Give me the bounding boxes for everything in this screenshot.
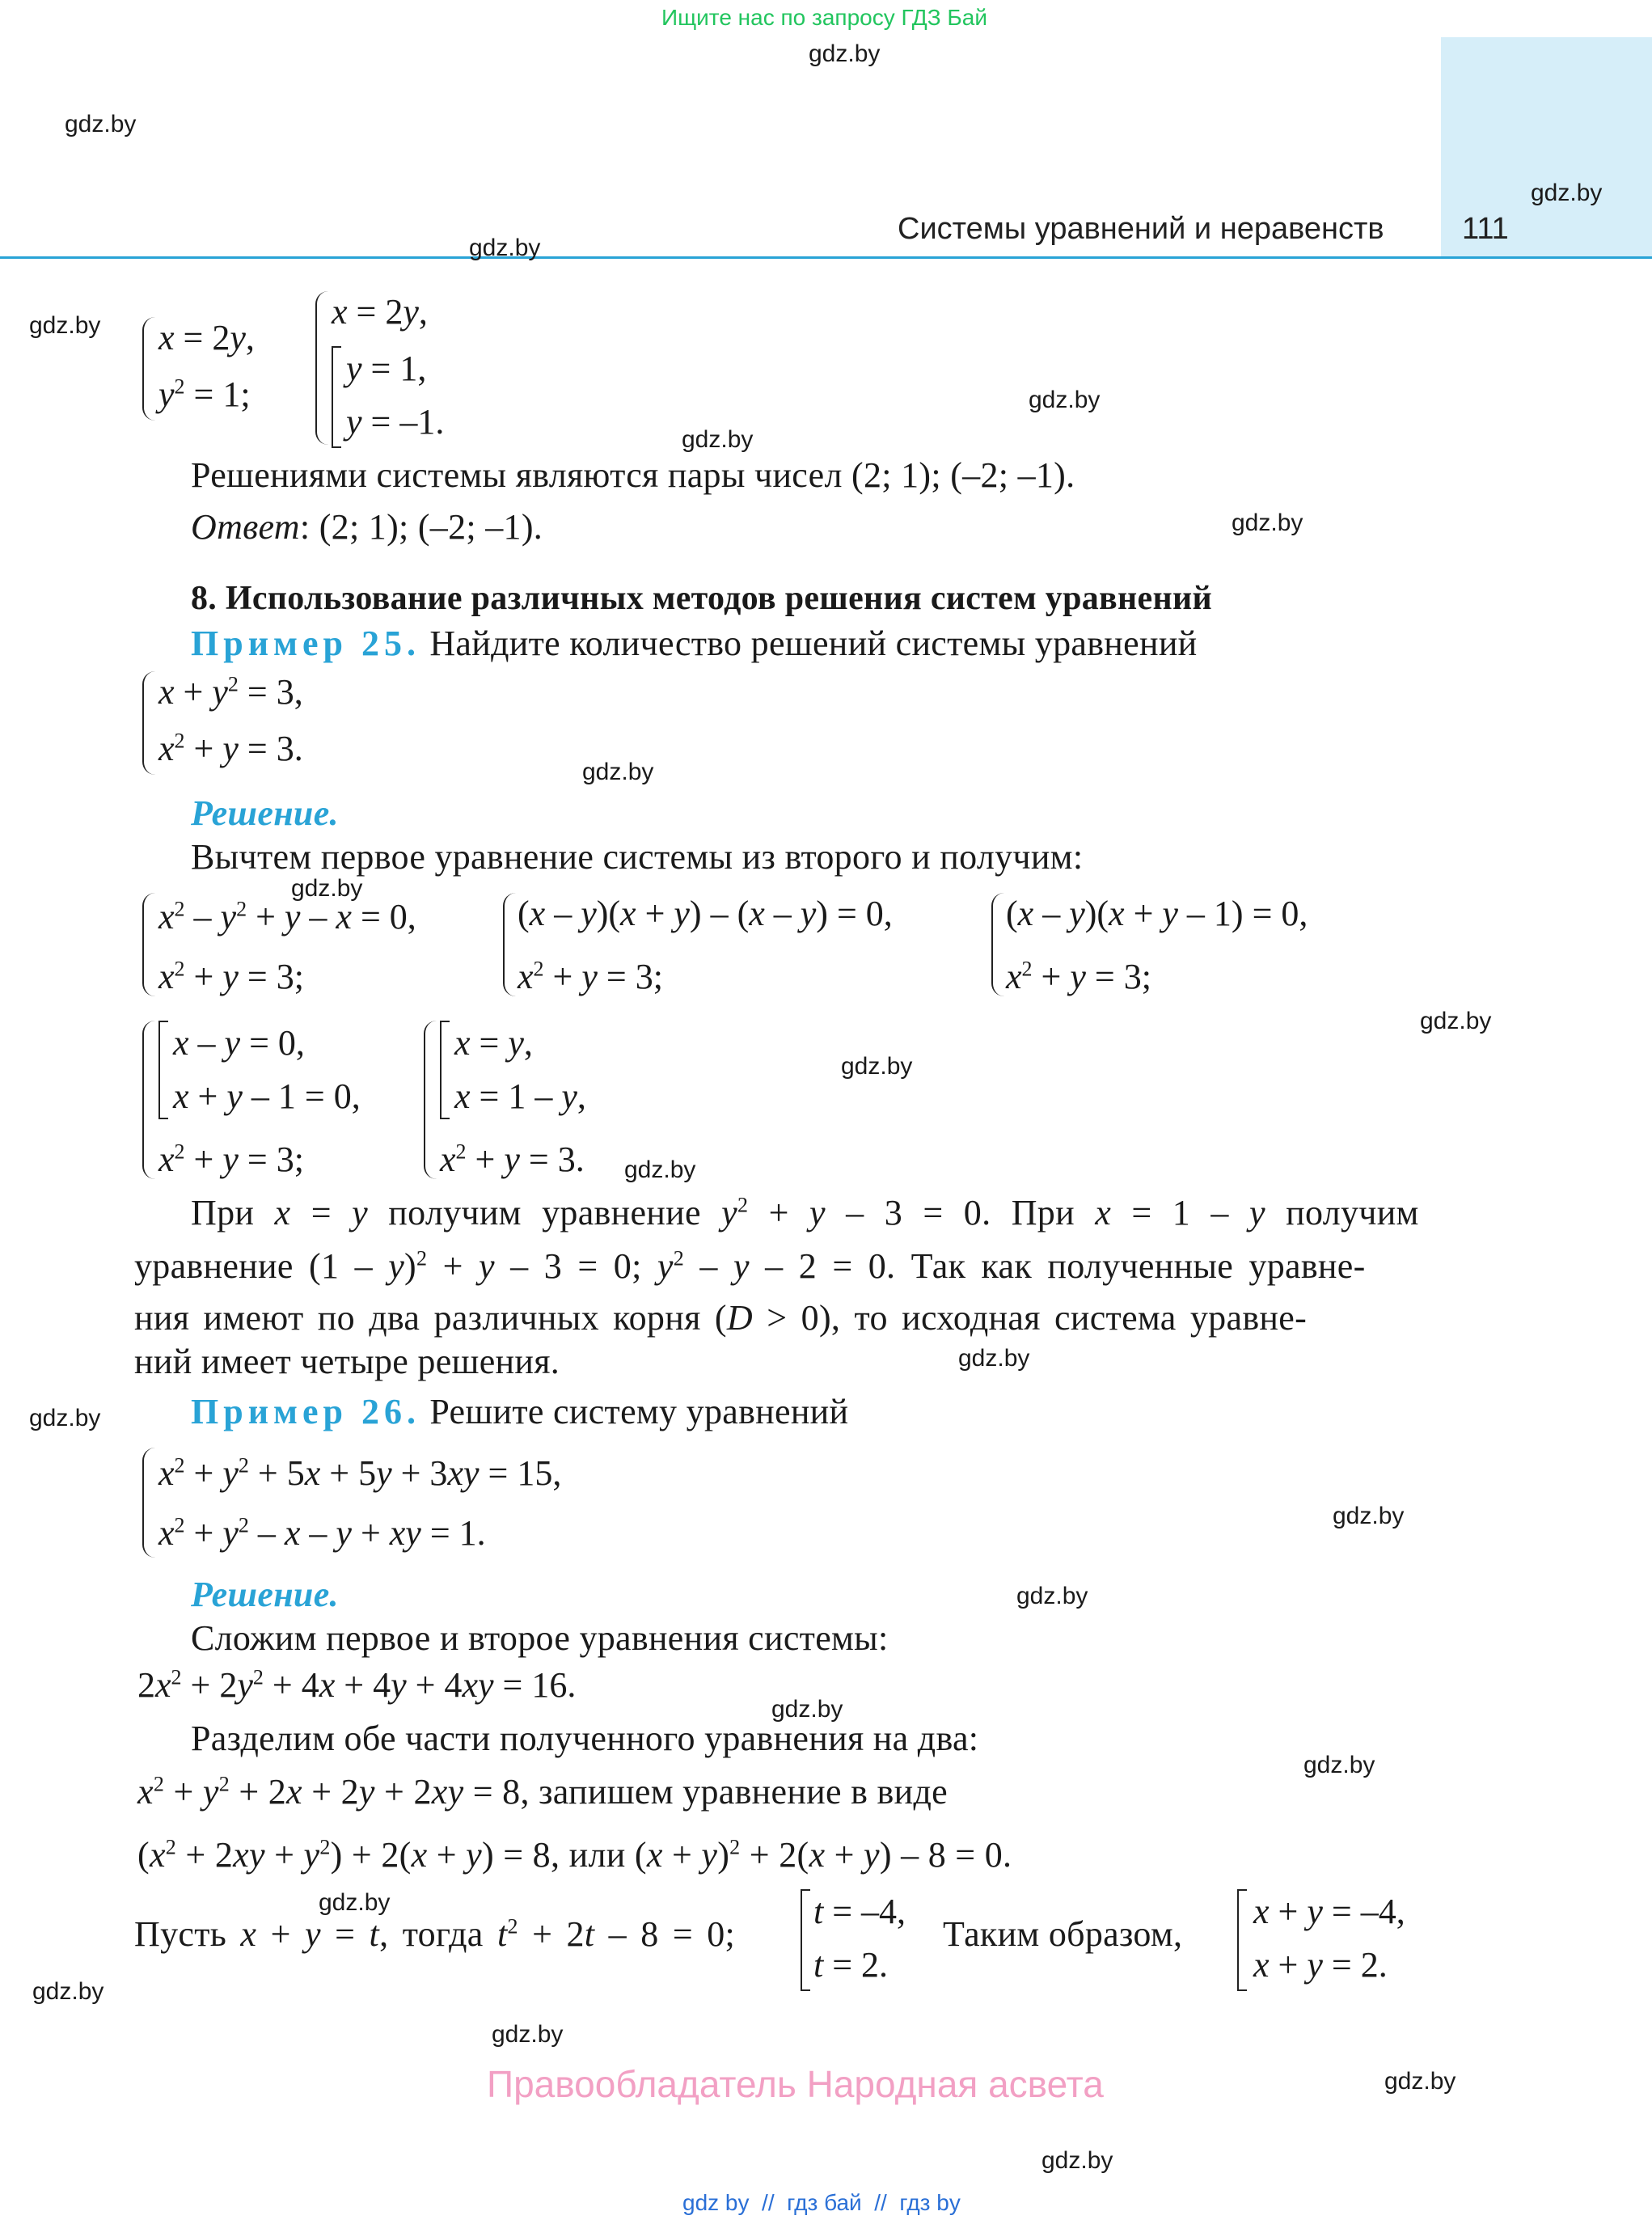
answer-label: Ответ [191,507,300,547]
conclusion-line-4: ний имеет четыре решения. [134,1342,560,1381]
equation: $x + y^2 = 3$, [158,672,303,712]
equation: y = –1. [346,402,445,442]
step-line: Пусть x + y = t, тогда $t^2 + 2t - 8 = 0$; [134,1914,736,1954]
watermark: gdz.by [682,426,754,453]
watermark: gdz.by [1333,1503,1405,1529]
equation: $x^2 + y = 3$; [158,1139,304,1179]
equation: $x^2 + y^2 + 5x + 5y + 3xy = 15$, [158,1453,562,1493]
conclusion-line-3: ния имеют по два различных корня (D > 0), то исходная система уравне- [134,1298,1308,1338]
text: уравнение [134,1246,294,1286]
watermark: gdz.by [809,40,881,67]
watermark: gdz.by [65,111,137,137]
curly-brace [424,1021,437,1179]
step-line: $(x^2 + 2xy + y^2) + 2(x + y) = 8$, или $(x + y)^2 + 2(x + y) - 8 = 0$. [137,1835,1012,1875]
text: или [568,1835,626,1875]
section-heading: 8. Использование различных методов решения систем уравнений [191,580,1212,617]
example-label: Пример 25. [191,624,421,663]
curly-brace [142,1448,155,1558]
example-25-heading [191,623,1198,664]
square-bracket [801,1889,810,1991]
equation: x = 2y, [332,292,428,332]
step-line: $x^2 + y^2 + 2x + 2y + 2xy = 8$, запишем уравнение в виде [137,1772,948,1812]
curly-brace [142,1021,155,1179]
answer-line [191,506,543,548]
equation: $2x^2 + 2y^2 + 4x + 4y + 4xy = 16$. [137,1665,577,1705]
example-text: Найдите количество решений системы уравнений [429,624,1198,663]
watermark: gdz.by [1420,1008,1492,1034]
watermark: gdz.by [291,875,363,902]
equation: $y^2 = 1$; [158,374,251,414]
step-text: Разделим обе части полученного уравнения на два: [191,1719,979,1758]
equation: $x^2 + y = 3$; [518,957,663,996]
answer-text: : (2; 1); (–2; –1). [299,507,543,547]
watermark: gdz.by [29,1405,101,1431]
watermark: gdz.by [319,1889,391,1916]
step-text: Сложим первое и второе уравнения системы: [191,1618,889,1658]
equation: $x^2 + y^2 - x - y$ + xy = 1. [158,1513,486,1553]
curly-brace [142,671,155,775]
thus-text: Таким образом, [943,1914,1183,1954]
equation: $x^2 + y = 3$. [440,1139,585,1179]
equation: x + y = –4, [1253,1892,1405,1931]
solution-label: Решение. [191,1575,339,1614]
watermark: gdz.by [492,2021,564,2048]
watermark: gdz.by [1029,387,1101,413]
example-text: Решите систему уравнений [429,1392,849,1431]
equation: x – y = 0, [173,1023,305,1063]
page-number: 111 [1462,212,1509,246]
search-hint-link[interactable]: Ищите нас по запросу ГДЗ Бай [661,5,988,30]
text: ния имеют по два различных корня [134,1298,701,1338]
text: Пусть [134,1914,227,1954]
watermark: gdz.by [771,1696,843,1723]
text: то исходная система уравне- [854,1298,1308,1338]
text: получим [1286,1193,1419,1233]
equation: $x^2 + y = 3$; [158,957,304,996]
equation: $x^2 - y^2 + y - x = 0$, [158,897,416,937]
equation: $x^2 + y = 3$; [1006,957,1151,996]
equation: (x – y)(x + y) – (x – y) = 0, [518,894,893,933]
header-rule [0,256,1652,259]
watermark: gdz.by [958,1345,1030,1372]
watermark: gdz.by [1232,509,1303,536]
curly-brace [142,893,155,996]
equation: y = 1, [346,349,427,388]
watermark: gdz.by [29,312,101,339]
equation: x = 1 – y, [454,1076,586,1116]
equation: $x^2 + y = 3$. [158,729,303,768]
square-bracket [1237,1889,1247,1991]
solutions-text: Решениями системы являются пары чисел (2; 1); (–2; –1). [191,455,1075,495]
step-text: Вычтем первое уравнение системы из второго и получим: [191,837,1084,877]
equation: (x – y)(x + y – 1) = 0, [1006,894,1308,933]
text: получим уравнение [388,1193,701,1233]
equation: x + y = 2. [1253,1945,1388,1985]
watermark: gdz.by [1531,180,1603,206]
watermark: gdz.by [624,1156,696,1183]
watermark: gdz.by [32,1978,104,2005]
watermark: gdz.by [1303,1752,1375,1778]
text: Так как полученные уравне- [911,1246,1366,1286]
square-bracket [158,1021,168,1119]
watermark: gdz.by [841,1053,913,1080]
text: При [191,1193,255,1233]
equation: x = y, [454,1023,533,1063]
example-26-heading [191,1391,848,1432]
solution-label: Решение. [191,793,339,833]
watermark: gdz.by [469,235,541,261]
watermark: gdz.by [1016,1583,1088,1609]
curly-brace [503,893,516,996]
footer-links[interactable]: gdz by // гдз бай // гдз by [682,2190,961,2215]
watermark: gdz.by [1041,2147,1113,2174]
text: тогда [402,1914,484,1954]
example-label: Пример 26. [191,1392,421,1431]
text: запишем уравнение в виде [539,1772,948,1812]
equation: x + y – 1 = 0, [173,1076,361,1116]
copyright-notice: Правообладатель Народная асвета [487,2063,1104,2105]
watermark: gdz.by [582,759,654,785]
equation: t = –4, [813,1892,906,1931]
conclusion-line-1: При x = y получим уравнение $y^2 + y - 3 = 0$. При x = 1 – y получим [191,1193,1419,1233]
equation: x = 2y, [158,318,255,357]
square-bracket [440,1021,450,1119]
square-bracket [332,346,341,448]
watermark: gdz.by [1384,2068,1456,2095]
equation: t = 2. [813,1945,889,1985]
conclusion-line-2: уравнение (1 – y)$^2$ + y – 3 = 0; $y^2 - y - 2 = 0$. Так как полученные уравне- [134,1246,1366,1286]
text: При [1011,1193,1075,1233]
curly-brace [991,893,1004,996]
curly-brace [315,291,328,445]
section-title: Системы уравнений и неравенств [898,212,1384,246]
curly-brace [142,317,155,421]
